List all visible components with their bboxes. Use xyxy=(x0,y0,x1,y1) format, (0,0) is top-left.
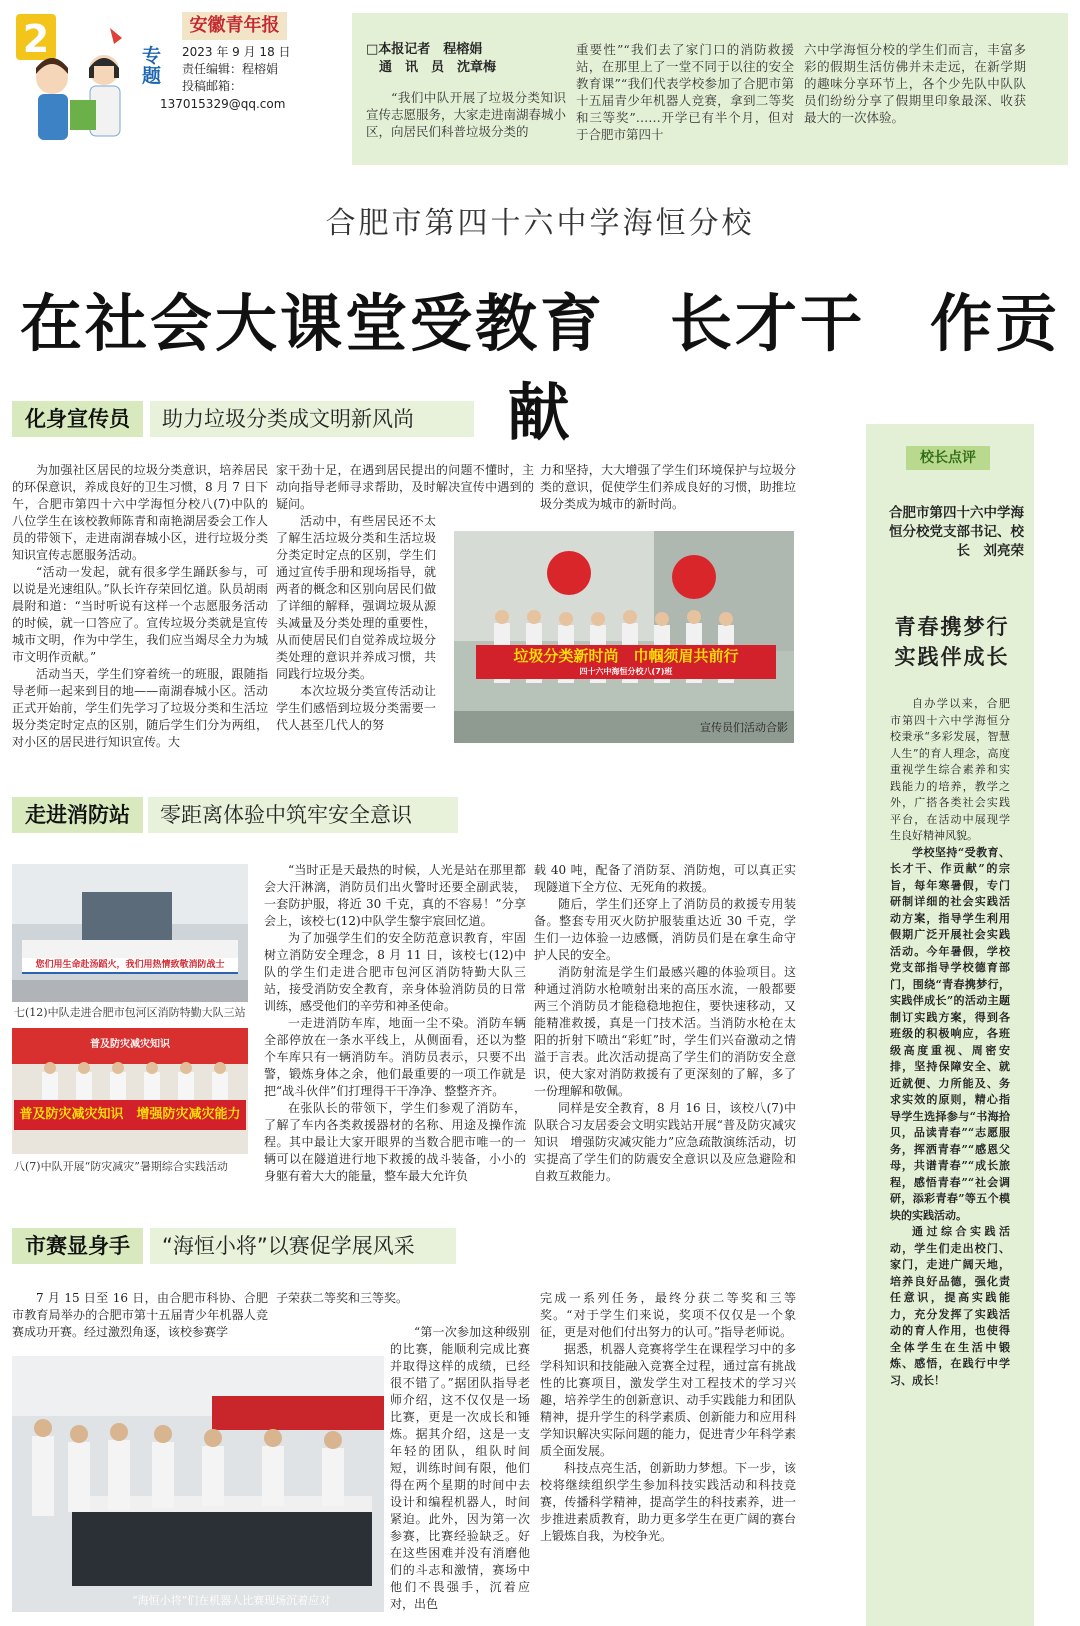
section1-tag: 化身宣传员 xyxy=(12,401,143,437)
volunteers-photo xyxy=(454,531,794,743)
byline xyxy=(366,41,496,77)
fire-station-photo xyxy=(12,864,248,1002)
section1-header xyxy=(12,401,476,437)
fire-station-banner: 您们用生命赴汤蹈火，我们用热情致敬消防战士 xyxy=(22,958,238,972)
intro-col-1: “我们中队开展了垃圾分类知识宣传志愿服务，大家走进南湖春城小区，向居民们科普垃圾分类的 xyxy=(366,90,567,139)
paragraph: 完成一系列任务，最终分获二等奖和三等奖。“对于学生们来说，奖项不仅仅是一个象征，更是对他们付出努力的认可。”指导老师说。 xyxy=(540,1291,796,1339)
editor-credit: 责任编辑：程榕娟 xyxy=(182,62,279,76)
sidebar-title xyxy=(880,612,1024,672)
paragraph: “第一次参加这种级别的比赛，能顺利完成比赛并取得这样的成绩，已经很不错了。”据团队指导老师介绍，这不仅仅是一场比赛，更是一次成长和锤炼。据其介绍，这是一支年轻的团队，组队时间短，训练时间有限，他们得在两个星期的时间中去设计和编程机器人，时间紧迫。此外，因为第一次参赛，比赛经验缺乏。好在这些困难并没有消磨他们的斗志和激情，赛场中他们不畏强手，沉着应对，出色 xyxy=(390,1325,530,1611)
paragraph: 一走进消防车库，地面一尘不染。消防车辆全部停放在一条水平线上，从侧面看，还以为整个车库只有一辆消防车。消防员表示，只要不出警，锻炼身体之余，他们最重要的一项工作就是把“战斗伙伴”们打理得干干净净、整整齐齐。 xyxy=(264,1016,526,1098)
intro-box xyxy=(352,13,1068,165)
section2-subtitle: 零距离体验中筑牢安全意识 xyxy=(148,797,458,833)
sidebar-author: 合肥市第四十六中学海恒分校党支部书记、校长 刘亮荣 xyxy=(889,505,1024,559)
sidebar-tag: 校长点评 xyxy=(906,446,990,470)
paragraph: 家干劲十足，在遇到居民提出的问题不懂时，主动向指导老师寻求帮助，及时解决宣传中遇到的疑问。 xyxy=(276,463,534,511)
issue-date: 2023 年 9 月 18 日 xyxy=(182,45,291,59)
paragraph: 力和坚持，大大增强了学生们环境保护与垃圾分类的意识，促使学生们养成良好的习惯，助推垃圾分类成为城市的新时尚。 xyxy=(540,463,796,511)
section3-header xyxy=(12,1228,458,1264)
submission-email: 137015329@qq.com xyxy=(160,97,286,111)
sidebar-title-line: 青春携梦行 xyxy=(894,614,1010,639)
paragraph: 消防射流是学生们最感兴趣的体验项目。这种通过消防水枪喷射出来的高压水流，一般都要两三个消防员才能稳稳地抱住，要快速移动，又能精准救援，真是一门技术活。当消防水枪在太阳的折射下喷出“彩虹”时，学生们兴奋激动之情溢于言表。此次活动提高了学生们的消防安全意识，使大家对消防救援有了更深刻的了解，多了一份理解和敬佩。 xyxy=(534,965,796,1098)
paragraph: 为了加强学生们的安全防范意识教育，牢固树立消防安全理念，8 月 11 日，该校七(12)中队的学生们走进合肥市包河区消防特勤大队三站，接受消防安全教育，亲身体验消防员的日常训练，感受他们的辛劳和神圣使命。 xyxy=(264,931,526,1013)
main-headline: 在社会大课堂受教育 长才干 作贡献 xyxy=(19,287,1060,449)
section2-col-2 xyxy=(534,862,796,1185)
paragraph: 活动中，有些居民还不太了解生活垃圾分类和生活垃圾分类定时定点的区别，学生们通过宣传手册和现场指导，就两者的概念和区别向居民们做了详细的解释，强调垃圾从源头减量及分类处理的重要性，从而使居民们自觉养成垃圾分类处理的意识并养成习惯，共同践行垃圾分类。 xyxy=(276,514,436,681)
robot-photo-caption: “海恒小将”们在机器人比赛现场沉着应对 xyxy=(132,1594,331,1607)
paragraph: 在张队长的带领下，学生们参观了消防车，了解了车内各类救援器材的名称、用途及操作流程。其中最让大家开眼界的当数合肥市唯一的一辆可以在隧道进行地下救援的战斗装备，小小的身躯有着大大的能量，整车最大允许负 xyxy=(264,1101,526,1183)
page-number: 2 xyxy=(22,17,50,61)
paragraph: 同样是安全教育，8 月 16 日，该校八(7)中队联合习友居委会文明实践站开展“普及防灾减灾知识 增强防灾减灾能力”应急疏散演练活动，切实提高了学生们的防震安全意识以及应急避险和自救互救能力。 xyxy=(534,1101,796,1183)
paragraph: 7 月 15 日至 16 日，由合肥市科协、合肥市教育局举办的合肥市第十五届青少年机器人竞赛成功开赛。经过激烈角逐，该校参赛学 xyxy=(12,1291,268,1339)
section2-tag: 走进消防站 xyxy=(12,797,143,833)
section1-col-1 xyxy=(12,462,268,751)
banner-small-text: 四十六中海恒分校八(7)班 xyxy=(579,667,673,676)
paragraph: “当时正是天最热的时候，人光是站在那里都会大汗淋漓，消防员们出火警时还要全副武装，一套防护服，将近 30 千克，真的不容易！”分享会上，该校七(12)中队学生黎宇宸回忆道。 xyxy=(264,863,526,928)
section3-col-3 xyxy=(540,1290,796,1545)
section2-col-1 xyxy=(264,862,526,1185)
section-label: 专题 xyxy=(142,45,162,87)
disaster-drill-photo xyxy=(12,1028,248,1154)
masthead-meta xyxy=(182,44,291,95)
volunteers-banner xyxy=(476,645,776,679)
email-label: 投稿邮箱： xyxy=(182,79,243,93)
section2-header xyxy=(12,797,460,833)
newspaper-name: 安徽青年报 xyxy=(182,12,287,40)
reporter-line: □本报记者 程榕娟 xyxy=(366,42,483,57)
paragraph: 本次垃圾分类宣传活动让学生们感悟到垃圾分类需要一代人甚至几代人的努 xyxy=(276,684,436,732)
masthead-illustration xyxy=(10,8,150,158)
photo-caption: 宣传员们活动合影 xyxy=(700,721,788,734)
principal-comment-sidebar xyxy=(866,424,1034,1626)
sidebar-title-line: 实践伴成长 xyxy=(894,644,1010,669)
robot-contest-photo xyxy=(12,1356,384,1612)
paragraph: 为加强社区居民的垃圾分类意识，培养居民的环保意识，养成良好的卫生习惯，8 月 7 日下午，合肥市第四十六中学海恒分校八(7)中队的八位学生在该校教师陈青和南艳湖居委会工作人员的带领下，走进南湖春城小区，进行垃圾分类知识宣传志愿服务活动。 xyxy=(12,463,268,562)
section1-col-3 xyxy=(540,462,796,513)
paragraph: 通过综合实践活动，学生们走出校门、家门，走进广阔天地，培养良好品德，强化责任意识，提高实践能力，充分发挥了实践活动的育人作用，也使得全体学生在生活中锻炼、感悟，在践行中学习、成长！ xyxy=(890,1225,1010,1387)
paragraph: 据悉，机器人竞赛将学生在课程学习中的多学科知识和技能融入竞赛全过程，通过富有挑战性的比赛项目，激发学生对工程技术的学习兴趣，培养学生的创新意识、动手实践能力和团队精神，提升学生的科学素质、创新能力和应用科学知识解决实际问题的能力，促进青少年科学素质全面发展。 xyxy=(540,1342,796,1458)
section3-subtitle: “海恒小将”以赛促学展风采 xyxy=(150,1228,456,1264)
intro-col-2: 重要性”“我们去了家门口的消防救援站，在那里上了一堂不同于以往的安全教育课”“我们代表学校参加了合肥市第十五届青少年机器人竞赛，拿到二等奖和三等奖”……开学已有半个月，但对于合肥市第四十 xyxy=(576,42,794,142)
drill-top-banner: 普及防灾减灾知识 xyxy=(90,1039,170,1050)
intro-col-3: 六中学海恒分校的学生们而言，丰富多彩的假期生活仿佛并未走远，在新学期的趣味分享环节上，各个少先队中队队员们纷纷分享了假期里印象最深、收获最大的一次体验。 xyxy=(804,42,1026,125)
section3-lead-col-1 xyxy=(12,1290,268,1341)
banner-text: 垃圾分类新时尚 巾帼须眉共前行 xyxy=(513,647,739,665)
paragraph: 学校坚持“受教育、长才干、作贡献”的宗旨，每年寒暑假，专门研制详细的社会实践活动方案，指导学生利用假期广泛开展社会实践活动。今年暑假，学校党支部指导学校德育部门，围绕“青春携梦行，实践伴成长”的活动主题制订实践方案，得到各班级的积极响应，各班级高度重视、周密安排，坚持保障安全、就近就便、力所能及、务求实效的原则，精心指导学生选择参与“书海拾贝，品读青春”“志愿服务，挥洒青春”“感恩父母，共谱青春”“成长旅程，感悟青春”“社会调研，添彩青春”等五个模块的实践活动。 xyxy=(890,845,1010,1222)
school-title: 合肥市第四十六中学海恒分校 xyxy=(325,206,755,241)
paragraph: “活动一发起，就有很多学生踊跃参与，可以说是光速组队。”队长许存荣回忆道。队员胡雨晨附和道：“当时听说有这样一个志愿服务活动的时候，就一口答应了。宣传垃圾分类就是宣传城市文明，作为中学生，我们应当竭尽全力为城市文明作贡献。” xyxy=(12,565,268,664)
section3-col-2-narrow xyxy=(390,1324,530,1613)
paragraph: 随后，学生们还穿上了消防员的救援专用装备。整套专用灭火防护服装重达近 30 千克，学生们一边体验一边感慨，消防员们是在拿生命守护人民的安全。 xyxy=(534,897,796,962)
paragraph: 活动当天，学生们穿着统一的班服，跟随指导老师一起来到目的地——南湖春城小区。活动正式开始前，学生们先学习了垃圾分类和生活垃圾分类定时定点的区别，随后学生们分为两组，对小区的居民进行知识宣传。大 xyxy=(12,667,268,749)
fire-station-caption: 七(12)中队走进合肥市包河区消防特勤大队三站 xyxy=(14,1006,246,1019)
paragraph: 自办学以来，合肥市第四十六中学海恒分校秉承“多彩发展，智慧人生”的育人理念，高度重视学生综合素养和实践能力的培养，教学之外，广搭各类社会实践平台，在活动中展现学生良好精神风貌。 xyxy=(890,697,1010,842)
drill-banner: 普及防灾减灾知识 增强防灾减灾能力 xyxy=(14,1100,246,1130)
disaster-drill-caption: 八(7)中队开展“防灾减灾”暑期综合实践活动 xyxy=(14,1160,228,1173)
sidebar-body xyxy=(890,696,1010,1389)
section3-col-2 xyxy=(276,1290,532,1307)
paragraph: 子荣获二等奖和三等奖。 xyxy=(276,1291,409,1305)
section3-tag: 市赛显身手 xyxy=(12,1228,143,1264)
correspondent-line: 通 讯 员 沈章梅 xyxy=(366,60,497,75)
section1-subtitle: 助力垃圾分类成文明新风尚 xyxy=(150,401,474,437)
paragraph: 载 40 吨，配备了消防泵、消防炮，可以真正实现隧道下全方位、无死角的救援。 xyxy=(534,863,796,894)
paragraph: 科技点亮生活，创新助力梦想。下一步，该校将继续组织学生参加科技实践活动和科技竞赛，传播科学精神，提高学生的科技素养，进一步推进素质教育，助力更多学生在更广阔的赛台上锻炼自我，为校争光。 xyxy=(540,1461,796,1543)
